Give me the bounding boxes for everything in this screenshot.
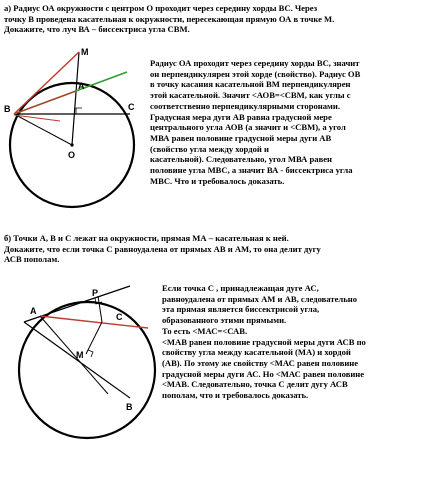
part-a-proof <box>150 58 422 186</box>
part-b-statement-line: АСВ пополам. <box>4 254 60 265</box>
part-a-proof-line: в точку касания касательной ВМ перпендикулярен <box>150 79 351 90</box>
part-a-proof-line: центрального угла АОВ (а значит и <СВМ), а угол <box>150 122 346 133</box>
part-a-statement-line: Докажите, что луч ВА – биссектриса угла СВМ. <box>4 24 190 35</box>
part-a-line-om <box>72 52 79 145</box>
part-a-statement-line: точку В проведена касательная к окружности, пересекающая прямую ОА в точке М. <box>4 13 335 24</box>
part-b-statement-line: б) Точки А, В и С лежат на окружности, прямая МА – касательная к ней. <box>4 233 289 243</box>
part-a-proof-line: (свойство угла между хордой и <box>150 143 269 154</box>
part-b-statement-line: Докажите, что если точка С равноудалена от прямых АВ и АМ, то она делит дугу <box>4 243 321 254</box>
part-a-proof-line: он перпендикулярен этой хорде (свойство). Радиус ОВ <box>150 68 361 79</box>
part-a-proof-line: касательной). Следовательно, угол МВА равен <box>150 154 332 165</box>
part-b-proof-line: образованного этими прямыми. <box>162 315 287 326</box>
part-b-line-a-to-arc <box>40 316 108 394</box>
part-a-right-angle-mark <box>76 108 82 114</box>
part-b-label-m: M <box>76 350 84 360</box>
part-b-proof-line: эта прямая является биссектрисой угла, <box>162 304 320 315</box>
part-b-perpendicular-cp <box>98 296 102 322</box>
part-a-statement-line: а) Радиус ОА окружности с центром О проходит через середину хорды ВС. Через <box>4 3 318 13</box>
part-a-proof-line: соответственно перпендикулярными сторонами. <box>150 100 340 111</box>
part-a-label-b: B <box>4 104 11 114</box>
part-a-label-c: C <box>128 102 135 112</box>
part-b-proof-line: равноудалена от прямых АМ и АВ, следовательно <box>162 293 358 304</box>
part-a-point-o <box>70 143 73 146</box>
part-a-label-o: O <box>68 150 76 160</box>
part-b-label-a: A <box>30 306 37 316</box>
part-a-statement <box>4 3 422 35</box>
part-b-right-angle-mark-ab <box>88 350 93 357</box>
part-b-label-c: C <box>116 312 123 322</box>
part-b-proof-line: градусной меры дуги АС. Но <МАС равен половине <box>162 368 365 379</box>
part-b-label-b: B <box>126 402 133 412</box>
part-a-proof-line: МВА равен половине градусной меры дуги АВ <box>150 132 332 143</box>
part-b-figure <box>0 270 165 475</box>
part-b-proof-line: свойству угла между касательной (МА) и хордой <box>162 347 351 358</box>
part-a-label-a: A <box>78 81 85 91</box>
part-b-proof-line: пополам, что и требовалось доказать. <box>162 390 309 401</box>
part-a-proof-line: этой касательной. Значит <АОВ=<СВМ, как углы с <box>150 90 351 101</box>
part-a-proof-line: Градусная мера дуги АВ равна градусной мере <box>150 111 332 122</box>
part-a-proof-line: МВС. Что и требовалось доказать. <box>150 175 285 186</box>
part-a-label-m: M <box>81 47 89 57</box>
part-a-proof-line: половине угла МВС, а значит ВА - биссектриса угла <box>150 165 353 176</box>
part-b-proof <box>162 283 422 401</box>
part-a-figure <box>0 40 150 230</box>
part-b-chord-ab <box>24 322 130 398</box>
part-b-proof-line: (АВ). По этому же свойству <МАС равен половине <box>162 357 359 368</box>
part-b-statement <box>4 233 422 265</box>
part-b-proof-line: <МАВ равен половине градусной меры дуги АСВ по <box>162 336 366 347</box>
part-b-perpendicular-c-ab <box>86 322 102 354</box>
part-b-proof-line: Если точка С , принадлежащая дуге АС, <box>162 283 319 293</box>
part-b-label-p: P <box>92 288 99 298</box>
part-a-segment-ba <box>14 91 76 114</box>
part-b-proof-line: <МАВ. Следовательно, точка С делит дугу АСВ <box>162 379 348 390</box>
part-a-proof-line: Радиус ОА проходит через середину хорды ВС, значит <box>150 58 360 68</box>
part-b-proof-line: То есть <МАС=<САВ. <box>162 325 248 336</box>
